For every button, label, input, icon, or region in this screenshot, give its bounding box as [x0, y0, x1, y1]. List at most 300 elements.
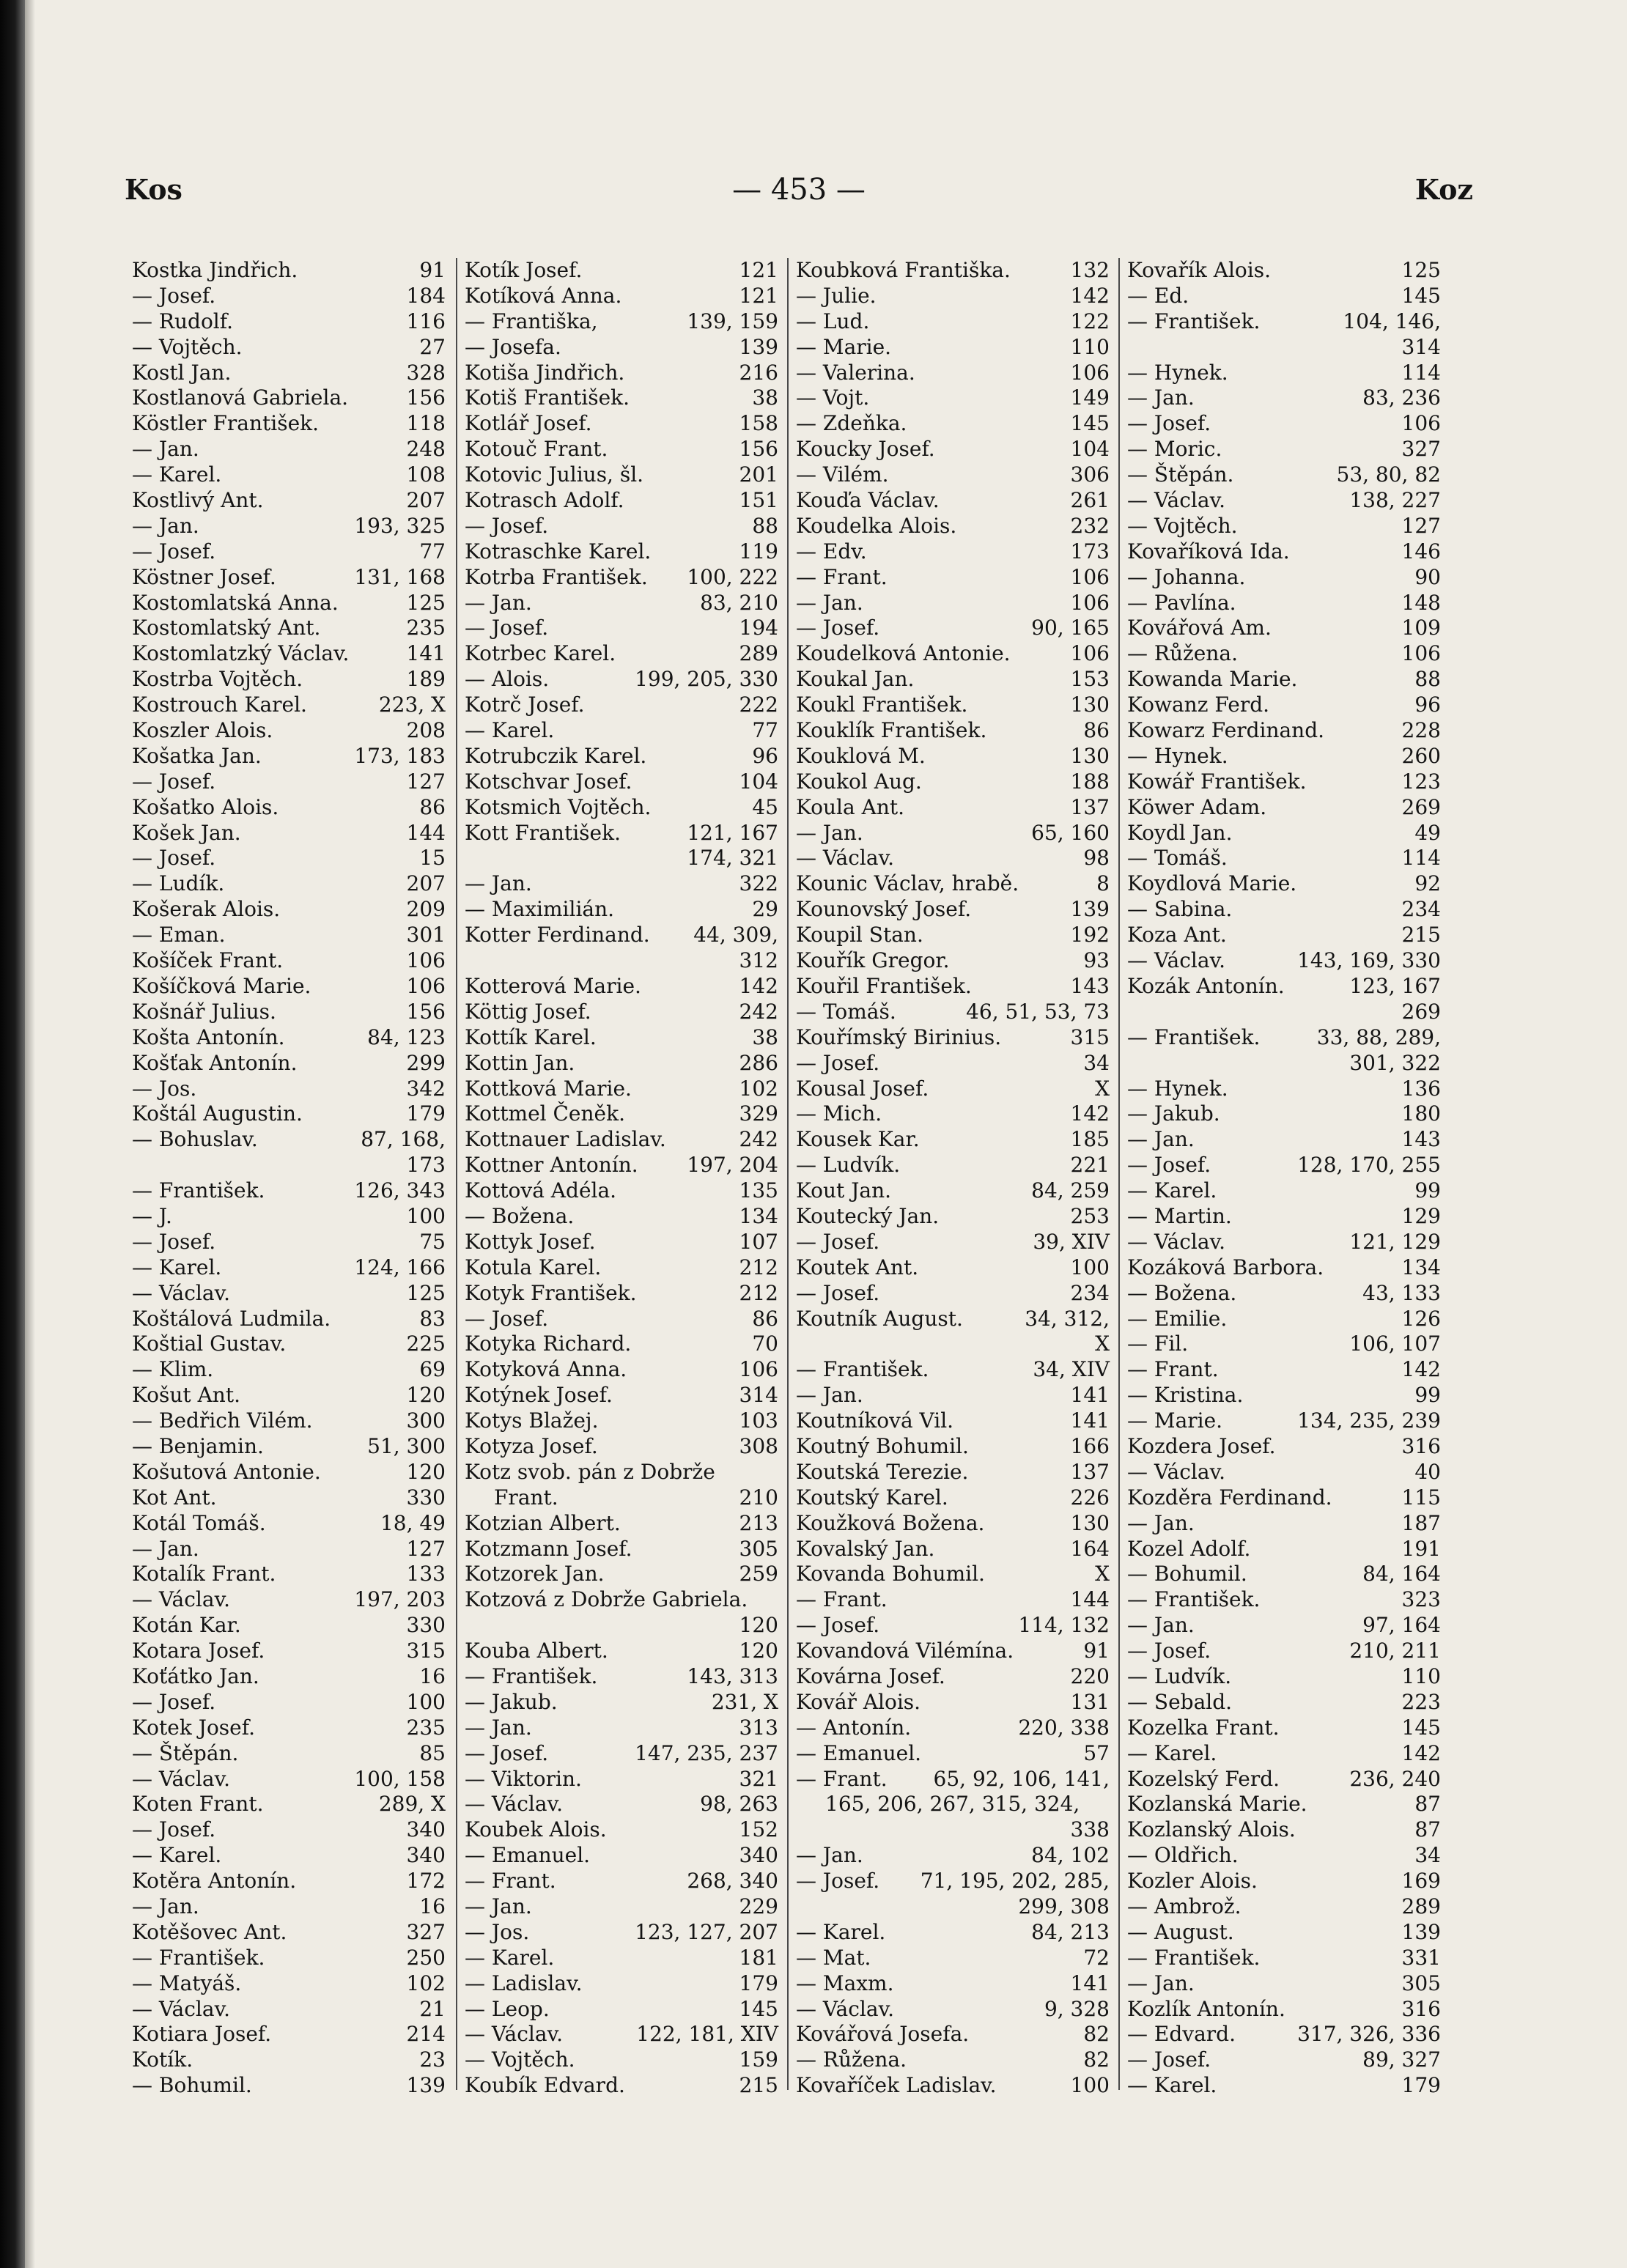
entry-pages: 57 [1083, 1740, 1110, 1765]
index-entry [789, 1537, 1117, 1562]
index-entry [789, 718, 1117, 744]
index-entry [457, 258, 786, 284]
entry-name: — Bohumil. [1127, 1562, 1247, 1587]
index-entry [1120, 488, 1448, 514]
index-entry [1120, 974, 1448, 1000]
entry-name: Kotzorek Jan. [465, 1562, 605, 1587]
index-entry [1120, 1357, 1448, 1383]
index-entry [789, 258, 1117, 284]
index-entry [457, 361, 786, 386]
entry-name: Kotíková Anna. [465, 283, 622, 308]
entry-pages: 313 [739, 1715, 778, 1740]
entry-pages: 300 [406, 1408, 446, 1433]
index-entry [125, 897, 453, 923]
entry-pages: 142 [1070, 1101, 1110, 1126]
entry-name: — Kristina. [1127, 1383, 1244, 1408]
running-head-left: Kos [125, 173, 182, 206]
index-entry [457, 514, 786, 539]
scan-shadow [25, 0, 35, 2268]
entry-pages: 104 [1070, 437, 1110, 462]
entry-name: Kostomlatský Ant. [132, 616, 321, 640]
index-entry [789, 897, 1117, 923]
entry-name: Kostomlatzký Václav. [132, 641, 350, 666]
entry-pages: 34 [1083, 1050, 1110, 1075]
index-entry [125, 1613, 453, 1639]
index-entry [125, 641, 453, 667]
entry-pages: 145 [1401, 1715, 1441, 1740]
index-entry [789, 539, 1117, 565]
entry-name: — Josef. [132, 1689, 216, 1714]
index-entry [789, 795, 1117, 821]
index-entry [1120, 2047, 1448, 2073]
index-column-1 [125, 258, 453, 2098]
entry-pages: 188 [1070, 769, 1110, 794]
index-entry [789, 1434, 1117, 1460]
index-entry [125, 591, 453, 616]
entry-pages: 142 [1401, 1740, 1441, 1765]
index-entry [125, 1537, 453, 1562]
entry-name: — Václav. [796, 1996, 894, 2021]
entry-name: Koutník August. [796, 1306, 963, 1331]
entry-pages: 134 [739, 1203, 778, 1228]
index-entry [125, 1639, 453, 1664]
entry-pages: 213 [739, 1510, 778, 1535]
entry-pages: 212 [739, 1255, 778, 1279]
entry-name: Koukol Aug. [796, 769, 922, 794]
index-entry [789, 1101, 1117, 1127]
entry-pages: 34, 312, [1025, 1306, 1110, 1331]
entry-pages: 123, 167 [1349, 973, 1441, 998]
index-entry [125, 667, 453, 692]
entry-pages: 98, 263 [700, 1792, 778, 1817]
index-entry [1120, 769, 1448, 795]
entry-pages: 301, 322 [1349, 1050, 1441, 1075]
entry-name: — Sabina. [1127, 897, 1233, 922]
entry-pages: 114, 132 [1018, 1613, 1110, 1638]
page-header [125, 173, 1473, 217]
entry-name: Koydlová Marie. [1127, 871, 1297, 896]
index-entry [1120, 667, 1448, 692]
entry-pages: 53, 80, 82 [1336, 462, 1441, 487]
index-entry [789, 667, 1117, 692]
entry-pages: 248 [406, 437, 446, 462]
entry-pages: 128, 170, 255 [1297, 1153, 1441, 1178]
index-entry [789, 1690, 1117, 1715]
entry-pages: 189 [406, 667, 446, 692]
entry-name: Kotík Josef. [465, 258, 583, 282]
index-entry [125, 1281, 453, 1307]
entry-pages: 173, 183 [354, 743, 446, 768]
entry-name: — Josef. [796, 1869, 880, 1894]
entry-name: Koštál Augustin. [132, 1101, 303, 1126]
index-entry [789, 769, 1117, 795]
entry-pages: 215 [1401, 923, 1441, 948]
entry-name: Kousal Josef. [796, 1076, 929, 1101]
entry-pages: 134, 235, 239 [1297, 1408, 1441, 1433]
entry-pages: 156 [406, 999, 446, 1024]
index-entry [457, 1076, 786, 1102]
index-entry [789, 1869, 1117, 1894]
entry-pages: 142 [1070, 283, 1110, 308]
index-entry [789, 1792, 1117, 1817]
entry-name: Koutný Bohumil. [796, 1433, 969, 1458]
index-entry [457, 1230, 786, 1255]
entry-name: Kovář Alois. [796, 1689, 921, 1714]
entry-name: Kotovic Julius, šl. [465, 462, 644, 487]
entry-name: Kozdera Josef. [1127, 1433, 1276, 1458]
index-entry [789, 437, 1117, 462]
index-entry [1120, 692, 1448, 718]
entry-pages: 99 [1414, 1178, 1441, 1203]
page-number: — 453 — [732, 173, 866, 207]
entry-name: Kotterová Marie. [465, 973, 641, 998]
index-entry [1120, 1331, 1448, 1357]
entry-name: Kotýnek Josef. [465, 1383, 613, 1408]
entry-name: Kostrba Vojtěch. [132, 667, 303, 692]
entry-name: — Karel. [132, 1255, 222, 1279]
index-entry [789, 462, 1117, 488]
entry-pages: 141 [1070, 1383, 1110, 1408]
index-entry [1120, 309, 1448, 335]
entry-pages: 223, X [378, 692, 446, 717]
index-entry [1120, 1076, 1448, 1102]
entry-pages: 34, XIV [1033, 1357, 1110, 1382]
entry-name: Kostlivý Ant. [132, 488, 264, 513]
entry-name: — Václav. [1127, 1459, 1225, 1484]
index-entry [457, 1843, 786, 1869]
entry-pages: 115 [1401, 1485, 1441, 1510]
index-entry [1120, 1025, 1448, 1051]
entry-name: Kotík. [132, 2047, 193, 2072]
entry-name: Koszler Alois. [132, 718, 273, 743]
entry-pages: 216 [739, 360, 778, 385]
entry-pages: 142 [739, 973, 778, 998]
entry-name: — Klim. [132, 1357, 214, 1382]
entry-name: — Rudolf. [132, 309, 234, 333]
index-entry [125, 1051, 453, 1076]
index-entry [125, 1230, 453, 1255]
entry-name: — Johanna. [1127, 564, 1246, 589]
entry-name: — Zdeňka. [796, 411, 907, 436]
entry-name: Kotzian Albert. [465, 1510, 621, 1535]
index-entry [789, 1230, 1117, 1255]
index-entry [125, 1562, 453, 1587]
entry-name: — Karel. [1127, 2073, 1217, 2098]
entry-name: — Jan. [796, 820, 863, 845]
entry-pages: 130 [1070, 1510, 1110, 1535]
entry-pages: 83 [419, 1306, 446, 1331]
index-entry [457, 462, 786, 488]
entry-pages: 147, 235, 237 [635, 1740, 778, 1765]
index-entry [457, 974, 786, 1000]
entry-pages: 29 [752, 897, 778, 922]
index-entry [1120, 284, 1448, 309]
index-entry [457, 385, 786, 411]
entry-name: Koužková Božena. [796, 1510, 985, 1535]
entry-pages: 138, 227 [1349, 488, 1441, 513]
entry-name: Kostlanová Gabriela. [132, 385, 349, 410]
entry-pages: 299 [406, 1050, 446, 1075]
entry-name: — Viktorin. [465, 1766, 582, 1791]
entry-pages: 40 [1414, 1459, 1441, 1484]
entry-name: Kozler Alois. [1127, 1869, 1258, 1894]
index-entry [789, 488, 1117, 514]
entry-pages: 222 [739, 692, 778, 717]
index-entry [125, 437, 453, 462]
index-entry [1120, 1817, 1448, 1843]
index-entry [789, 565, 1117, 591]
entry-name: — Josef. [132, 283, 216, 308]
entry-pages: 315 [1070, 1024, 1110, 1049]
index-entry [789, 1562, 1117, 1587]
entry-pages: 84, 259 [1031, 1178, 1110, 1203]
entry-name: — Bohuslav. [132, 1127, 258, 1152]
index-entry [457, 1357, 786, 1383]
entry-name: — Maximilián. [465, 897, 615, 922]
entry-pages: 130 [1070, 743, 1110, 768]
entry-name: Kottin Jan. [465, 1050, 575, 1075]
entry-pages: 69 [419, 1357, 446, 1382]
index-entry [457, 1869, 786, 1894]
entry-name: Kotěšovec Ant. [132, 1919, 287, 1944]
index-entry [457, 1307, 786, 1332]
entry-pages: X [1095, 1562, 1110, 1587]
entry-pages: 173 [1070, 539, 1110, 564]
entry-name: — Jan. [465, 1894, 532, 1918]
entry-pages: 221 [1070, 1153, 1110, 1178]
entry-name: Kovařík Alois. [1127, 258, 1271, 282]
entry-name: — Karel. [796, 1919, 886, 1944]
index-entry [125, 2073, 453, 2099]
index-entry [789, 1051, 1117, 1076]
entry-name: Kotrubczik Karel. [465, 743, 647, 768]
index-entry [1120, 1127, 1448, 1153]
entry-pages: 148 [1401, 590, 1441, 615]
entry-name: — Bedřich Vilém. [132, 1408, 313, 1433]
entry-pages: 146 [1401, 539, 1441, 564]
index-entry [125, 1741, 453, 1767]
entry-pages: 104 [739, 769, 778, 794]
entry-name: Kotalík Frant. [132, 1562, 276, 1587]
entry-name: Kotrasch Adolf. [465, 488, 624, 513]
entry-name: — Růžena. [796, 2047, 907, 2072]
entry-pages: 83, 236 [1362, 385, 1441, 410]
entry-name: — Frant. [796, 1587, 888, 1612]
entry-name: Köttig Josef. [465, 999, 591, 1024]
entry-pages: 321 [739, 1766, 778, 1791]
entry-name: Koucky Josef. [796, 437, 935, 462]
index-entry [1120, 744, 1448, 769]
index-entry [789, 871, 1117, 897]
entry-name: — Josef. [1127, 2047, 1211, 2072]
index-entry [125, 462, 453, 488]
index-entry [457, 309, 786, 335]
entry-pages: 314 [739, 1383, 778, 1408]
entry-name: Kowář František. [1127, 769, 1307, 794]
index-entry [1120, 1920, 1448, 1946]
index-entry [789, 1920, 1117, 1946]
index-entry [789, 1331, 1117, 1357]
entry-name: — František. [1127, 309, 1261, 333]
entry-name: — Valerina. [796, 360, 915, 385]
entry-pages: 235 [406, 1715, 446, 1740]
entry-pages: 212 [739, 1280, 778, 1305]
index-entry [1120, 385, 1448, 411]
index-entry [1120, 871, 1448, 897]
index-entry [789, 1127, 1117, 1153]
entry-name: — Vojtěch. [132, 334, 243, 359]
index-entry [1120, 2022, 1448, 2047]
entry-pages: 71, 195, 202, 285, [920, 1869, 1110, 1894]
entry-name: — Karel. [1127, 1178, 1217, 1203]
entry-pages: 260 [1401, 743, 1441, 768]
entry-name: Košek Jan. [132, 820, 241, 845]
index-entry [1120, 1307, 1448, 1332]
index-entry [457, 1485, 786, 1511]
entry-pages: 100 [1070, 1255, 1110, 1279]
entry-name: Kouřil František. [796, 973, 972, 998]
index-entry [457, 795, 786, 821]
entry-pages: 84, 102 [1031, 1843, 1110, 1868]
index-entry [789, 846, 1117, 871]
entry-pages: 130 [1070, 692, 1110, 717]
entry-pages: 158 [739, 411, 778, 436]
index-entry [457, 1511, 786, 1537]
index-entry [1120, 821, 1448, 846]
entry-name: — Václav. [465, 1792, 563, 1817]
entry-pages: 259 [739, 1562, 778, 1587]
entry-pages: 100, 222 [687, 564, 778, 589]
entry-pages: 106 [1070, 564, 1110, 589]
entry-pages: 125 [406, 590, 446, 615]
index-entry [125, 361, 453, 386]
entry-name: — Karel. [132, 1843, 222, 1868]
entry-pages: 144 [1070, 1587, 1110, 1612]
entry-name: Kozlík Antonín. [1127, 1996, 1285, 2021]
index-entry [125, 1000, 453, 1025]
entry-name: Kotraschke Karel. [465, 539, 652, 564]
index-entry [1120, 361, 1448, 386]
entry-name: — Václav. [1127, 1229, 1225, 1254]
entry-name: Koukl František. [796, 692, 968, 717]
entry-name: — František. [796, 1357, 929, 1382]
entry-name: Kouřík Gregor. [796, 948, 950, 973]
entry-pages: 145 [739, 1996, 778, 2021]
entry-name: Kostrouch Karel. [132, 692, 307, 717]
index-entry [125, 1408, 453, 1434]
entry-pages: 191 [1401, 1536, 1441, 1561]
entry-name: — Emanuel. [796, 1740, 922, 1765]
entry-name: — Hynek. [1127, 1076, 1228, 1101]
entry-pages: 187 [1401, 1510, 1441, 1535]
entry-pages: 123, 127, 207 [635, 1919, 778, 1944]
index-entry [457, 1537, 786, 1562]
entry-name: Koštálová Ludmila. [132, 1306, 331, 1331]
entry-name: — Jos. [132, 1076, 197, 1101]
index-entry [1120, 795, 1448, 821]
index-entry [1120, 411, 1448, 437]
entry-pages: 106 [1401, 641, 1441, 666]
entry-name: — Josef. [132, 769, 216, 794]
entry-pages: 106 [1070, 590, 1110, 615]
entry-name: — Josefa. [465, 334, 561, 359]
entry-pages: 15 [419, 846, 446, 871]
entry-pages [1105, 1792, 1110, 1817]
entry-pages: 65, 92, 106, 141, [933, 1766, 1110, 1791]
index-entry [789, 2047, 1117, 2073]
entry-pages: 23 [419, 2047, 446, 2072]
entry-name: — Karel. [1127, 1740, 1217, 1765]
index-entry [125, 539, 453, 565]
index-entry [457, 1153, 786, 1178]
entry-name: — Fil. [1127, 1331, 1189, 1356]
entry-name: — Jakub. [1127, 1101, 1220, 1126]
index-entry [125, 1434, 453, 1460]
index-entry [789, 591, 1117, 616]
entry-pages: 253 [1070, 1203, 1110, 1228]
entry-pages: 142 [1401, 1357, 1441, 1382]
entry-pages: 106 [739, 1357, 778, 1382]
index-entry [125, 1997, 453, 2023]
entry-pages: 87 [1414, 1792, 1441, 1817]
entry-pages: 268, 340 [687, 1869, 778, 1894]
entry-name: Košta Antonín. [132, 1024, 285, 1049]
entry-pages: 121, 167 [687, 820, 778, 845]
entry-name: Koubková Františka. [796, 258, 1011, 282]
entry-pages: 137 [1070, 794, 1110, 819]
index-entry [125, 974, 453, 1000]
index-entry [1120, 591, 1448, 616]
index-entry [457, 1204, 786, 1230]
entry-name: Kotula Karel. [465, 1255, 602, 1279]
index-entry [457, 1946, 786, 1971]
index-entry [125, 923, 453, 948]
entry-pages: 129 [1401, 1203, 1441, 1228]
entry-pages: 231, X [711, 1689, 778, 1714]
index-entry [457, 437, 786, 462]
index-entry [1120, 1639, 1448, 1664]
index-entry [789, 1076, 1117, 1102]
entry-name: Kotyka Richard. [465, 1331, 632, 1356]
entry-pages: 316 [1401, 1433, 1441, 1458]
index-entry [457, 1383, 786, 1408]
entry-name: Kotouč Frant. [465, 437, 608, 462]
entry-pages: 145 [1401, 283, 1441, 308]
entry-name: — Ludík. [132, 871, 225, 896]
entry-name: Koza Ant. [1127, 923, 1227, 948]
entry-name: Kounovský Josef. [796, 897, 972, 922]
index-entry [125, 1307, 453, 1332]
entry-name: — Božena. [1127, 1280, 1237, 1305]
entry-name: Kowanda Marie. [1127, 667, 1298, 692]
entry-pages: 109 [1401, 616, 1441, 640]
entry-pages: 122 [1070, 309, 1110, 333]
entry-name: — Lud. [796, 309, 870, 333]
index-entry [457, 1971, 786, 1997]
entry-name: — Tomáš. [796, 999, 896, 1024]
entry-pages: 139, 159 [687, 309, 778, 333]
entry-name: — Josef. [132, 1229, 216, 1254]
index-entry [457, 1715, 786, 1741]
entry-pages: 82 [1083, 2022, 1110, 2047]
index-entry [1120, 1971, 1448, 1997]
entry-name: Košutová Antonie. [132, 1459, 321, 1484]
index-entry [125, 1690, 453, 1715]
entry-name: — Josef. [132, 539, 216, 564]
entry-name: — Matyáš. [132, 1970, 242, 1995]
entry-pages: 127 [406, 769, 446, 794]
entry-pages: 159 [739, 2047, 778, 2072]
